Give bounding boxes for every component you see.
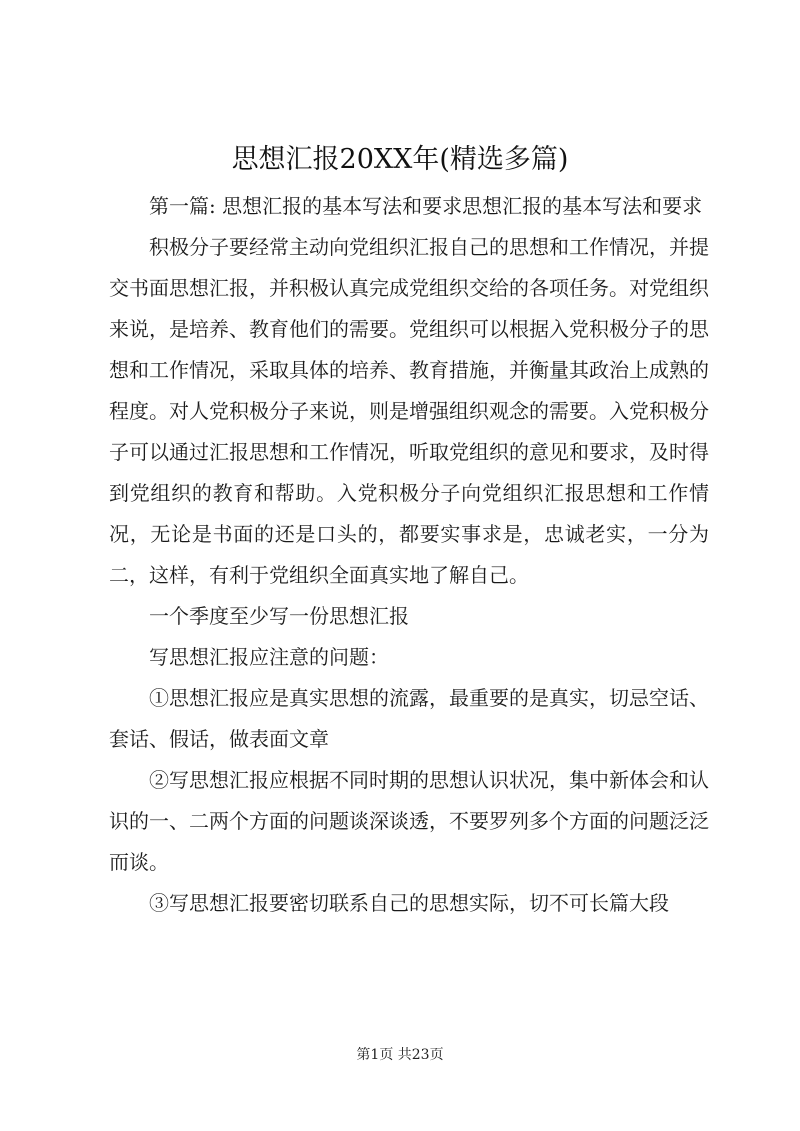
document-title: 思想汇报20XX年(精选多篇) — [231, 144, 569, 175]
paragraph-point-1: ①思想汇报应是真实思想的流露，最重要的是真实，切忌空话、套话、假话，做表面文章 — [109, 686, 709, 751]
paragraph-point-2: ②写思想汇报应根据不同时期的思想认识状况，集中新体会和认识的一、二两个方面的问题谈深谈透，不要罗列多个方面的问题泛泛而谈。 — [109, 768, 709, 874]
paragraph-frequency: 一个季度至少写一份思想汇报 — [149, 604, 409, 628]
page-number-footer: 第1页 共23页 — [356, 1047, 444, 1063]
document-body — [109, 186, 709, 924]
paragraph-section-heading: 第一篇: 思想汇报的基本写法和要求思想汇报的基本写法和要求 — [149, 194, 703, 218]
paragraph-activist-reporting: 积极分子要经常主动向党组织汇报自己的思想和工作情况，并提交书面思想汇报，并积极认真完成党组织交给的各项任务。对党组织来说，是培养、教育他们的需要。党组织可以根据入党积极分子的思想和工作情况，采取具体的培养、教育措施，并衡量其政治上成熟的程度。对人党积极分子来说，则是增强组织观念的需要。入党积极分子可以通过汇报思想和工作情况，听取党组织的意见和要求，及时得到党组织的教育和帮助。入党积极分子向党组织汇报思想和工作情况，无论是书面的还是口头的，都要实事求是，忠诚老实，一分为二，这样，有利于党组织全面真实地了解自己。 — [109, 235, 709, 587]
paragraph-point-3: ③写思想汇报要密切联系自己的思想实际，切不可长篇大段 — [149, 891, 669, 915]
paragraph-issues-heading: 写思想汇报应注意的问题： — [149, 645, 389, 669]
